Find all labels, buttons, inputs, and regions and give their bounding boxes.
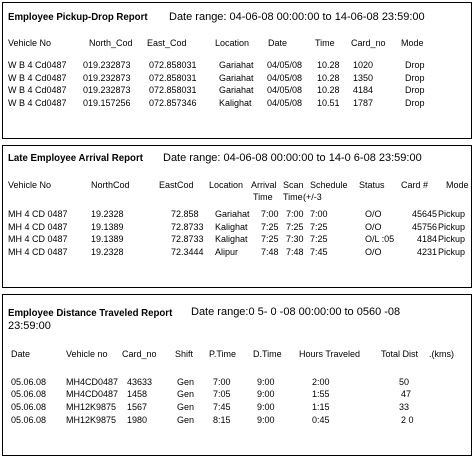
cell: 2:00 xyxy=(312,377,330,387)
cell: Pickup xyxy=(438,234,466,244)
cell: 072.858031 xyxy=(149,85,197,95)
col-hours: Hours Traveled xyxy=(299,349,361,359)
cell: 7:25 xyxy=(261,222,279,232)
cell: 04/05/08 xyxy=(267,98,303,108)
cell: 7:25 xyxy=(261,234,279,244)
cell: 7:48 xyxy=(286,247,304,257)
distance-report-title: Employee Distance Traveled Report xyxy=(8,307,173,319)
cell: W B 4 Cd0487 xyxy=(8,98,67,108)
cell: 10.28 xyxy=(317,60,340,70)
cell: 10.51 xyxy=(317,98,340,108)
cell: 45756 xyxy=(411,222,437,232)
cell: Gen xyxy=(177,377,195,387)
cell: 50 xyxy=(399,377,410,387)
cell: 9:00 xyxy=(257,402,275,412)
cell: MH4CD0487 xyxy=(66,377,119,387)
cell: 72.858 xyxy=(171,209,199,219)
cell: MH4CD0487 xyxy=(66,389,119,399)
cell: 7:45 xyxy=(213,402,231,412)
late-arrival-report-panel xyxy=(2,145,472,288)
cell: Gariahat xyxy=(215,209,250,219)
cell: Gariahat xyxy=(219,85,254,95)
cell: 1567 xyxy=(127,402,148,412)
cell: W B 4 Cd0487 xyxy=(8,73,67,83)
cell: 05.06.08 xyxy=(11,389,47,399)
cell: 7:00 xyxy=(261,209,279,219)
cell: 7:25 xyxy=(310,234,328,244)
cell: 43633 xyxy=(127,377,153,387)
cell: 7:30 xyxy=(286,234,304,244)
cell: 05.06.08 xyxy=(11,377,47,387)
cell: W B 4 Cd0487 xyxy=(8,60,67,70)
cell: 7:00 xyxy=(286,209,304,219)
distance-date-range-cont: 23:59:00 xyxy=(8,320,51,332)
cell: Gariahat xyxy=(219,60,254,70)
col-arrival-sub: Time xyxy=(253,192,273,202)
col-arrival: Arrival xyxy=(251,180,277,190)
pickup-report-title: Employee Pickup-Drop Report xyxy=(8,11,148,23)
cell: 4184 xyxy=(353,85,374,95)
pickup-date-range: Date range: 04-06-08 00:00:00 to 14-06-08 23:59:00 xyxy=(169,11,425,23)
col-east-cod: EastCod xyxy=(159,180,194,190)
col-north-cod: North_Cod xyxy=(89,38,133,48)
cell: 47 xyxy=(401,389,412,399)
cell: 72.8733 xyxy=(171,222,204,232)
col-east-cod: East_Cod xyxy=(147,38,187,48)
cell: 10.28 xyxy=(317,85,340,95)
cell: 04/05/08 xyxy=(267,73,303,83)
cell: 33 xyxy=(399,402,410,412)
col-kms: .(kms) xyxy=(429,349,454,359)
col-location: Location xyxy=(215,38,250,48)
cell: 45645 xyxy=(411,209,437,219)
cell: O/O xyxy=(365,209,382,219)
cell: MH 4 CD 0487 xyxy=(8,209,68,219)
cell: Drop xyxy=(405,98,425,108)
cell: Gen xyxy=(177,402,195,412)
cell: 019.157256 xyxy=(83,98,131,108)
col-schedule: Schedule xyxy=(310,180,348,190)
cell: 072.858031 xyxy=(149,60,197,70)
cell: 7:00 xyxy=(213,377,231,387)
cell: 4231 xyxy=(416,247,437,257)
col-shift: Shift xyxy=(175,349,194,359)
col-vehicle-no: Vehicle No xyxy=(8,180,52,190)
late-date-range: Date range: 04-06-08 00:00:00 to 14-0 6-08 23:59:00 xyxy=(163,152,422,164)
cell: Pickup xyxy=(438,222,466,232)
cell: 1787 xyxy=(353,98,374,108)
distance-traveled-report-panel xyxy=(2,294,472,456)
cell: Gen xyxy=(177,415,195,425)
cell: MH 4 CD 0487 xyxy=(8,222,68,232)
cell: 019.232873 xyxy=(83,85,131,95)
cell: 019.232873 xyxy=(83,60,131,70)
cell: MH 4 CD 0487 xyxy=(8,234,68,244)
col-date: Date xyxy=(268,38,288,48)
col-north-cod: NorthCod xyxy=(91,180,130,190)
cell: 7:25 xyxy=(286,222,304,232)
cell: Gen xyxy=(177,389,195,399)
cell: Drop xyxy=(405,73,425,83)
col-total-dist: Total Dist xyxy=(381,349,419,359)
cell: 7:05 xyxy=(213,389,231,399)
cell: 1:55 xyxy=(312,389,330,399)
cell: 19.2328 xyxy=(91,247,124,257)
cell: 72.3444 xyxy=(171,247,204,257)
cell: W B 4 Cd0487 xyxy=(8,85,67,95)
cell: MH12K9875 xyxy=(66,402,117,412)
cell: O/L :05 xyxy=(365,234,395,244)
cell: 7:48 xyxy=(261,247,279,257)
cell: 04/05/08 xyxy=(267,60,303,70)
cell: 072.857346 xyxy=(149,98,197,108)
cell: Drop xyxy=(405,60,425,70)
pickup-drop-report-panel xyxy=(2,2,472,139)
cell: 9:00 xyxy=(257,389,275,399)
cell: O/O xyxy=(365,222,382,232)
cell: O/O xyxy=(365,247,382,257)
col-date: Date xyxy=(11,349,31,359)
cell: 19.1389 xyxy=(91,234,124,244)
cell: Alipur xyxy=(215,247,239,257)
col-card: Card # xyxy=(401,180,429,190)
cell: 4184 xyxy=(416,234,437,244)
cell: 9:00 xyxy=(257,377,275,387)
cell: Pickup xyxy=(438,209,466,219)
col-vehicle-no: Vehicle no xyxy=(66,349,108,359)
cell: 19.2328 xyxy=(91,209,124,219)
cell: Pickup xyxy=(438,247,466,257)
cell: 1980 xyxy=(127,415,148,425)
cell: 1020 xyxy=(353,60,374,70)
col-vehicle-no: Vehicle No xyxy=(8,38,52,48)
col-card-no: Card_no xyxy=(351,38,386,48)
col-tolerance-sub: (+/-3 xyxy=(303,192,322,202)
cell: Kalighat xyxy=(219,98,252,108)
cell: Kalighat xyxy=(215,234,248,244)
cell: 7:25 xyxy=(310,222,328,232)
cell: 19.1389 xyxy=(91,222,124,232)
col-d-time: D.Time xyxy=(253,349,282,359)
cell: 7:00 xyxy=(310,209,328,219)
cell: 1350 xyxy=(353,73,374,83)
col-card-no: Card_no xyxy=(122,349,157,359)
distance-date-range: Date range:0 5- 0 -08 00:00:00 to 0560 -08 xyxy=(191,306,401,318)
cell: 019.232873 xyxy=(83,73,131,83)
cell: Drop xyxy=(405,85,425,95)
cell: 9:00 xyxy=(257,415,275,425)
col-mode: Mode xyxy=(446,180,469,190)
cell: Kalighat xyxy=(215,222,248,232)
col-mode: Mode xyxy=(401,38,424,48)
cell: 72.8733 xyxy=(171,234,204,244)
cell: 2 0 xyxy=(401,415,414,425)
col-scan-sub: Time xyxy=(283,192,303,202)
col-scan: Scan xyxy=(283,180,304,190)
col-status: Status xyxy=(359,180,385,190)
cell: 8:15 xyxy=(213,415,231,425)
cell: 1:15 xyxy=(312,402,330,412)
cell: 1458 xyxy=(127,389,148,399)
cell: MH 4 CD 0487 xyxy=(8,247,68,257)
col-location: Location xyxy=(209,180,244,190)
cell: 0:45 xyxy=(312,415,330,425)
cell: 05.06.08 xyxy=(11,415,47,425)
cell: 7:45 xyxy=(310,247,328,257)
col-p-time: P.Time xyxy=(209,349,237,359)
cell: 05.06.08 xyxy=(11,402,47,412)
cell: 10.28 xyxy=(317,73,340,83)
cell: Gariahat xyxy=(219,73,254,83)
cell: 04/05/08 xyxy=(267,85,303,95)
col-time: Time xyxy=(315,38,335,48)
cell: 072.858031 xyxy=(149,73,197,83)
cell: MH12K9875 xyxy=(66,415,117,425)
late-report-title: Late Employee Arrival Report xyxy=(8,152,143,164)
